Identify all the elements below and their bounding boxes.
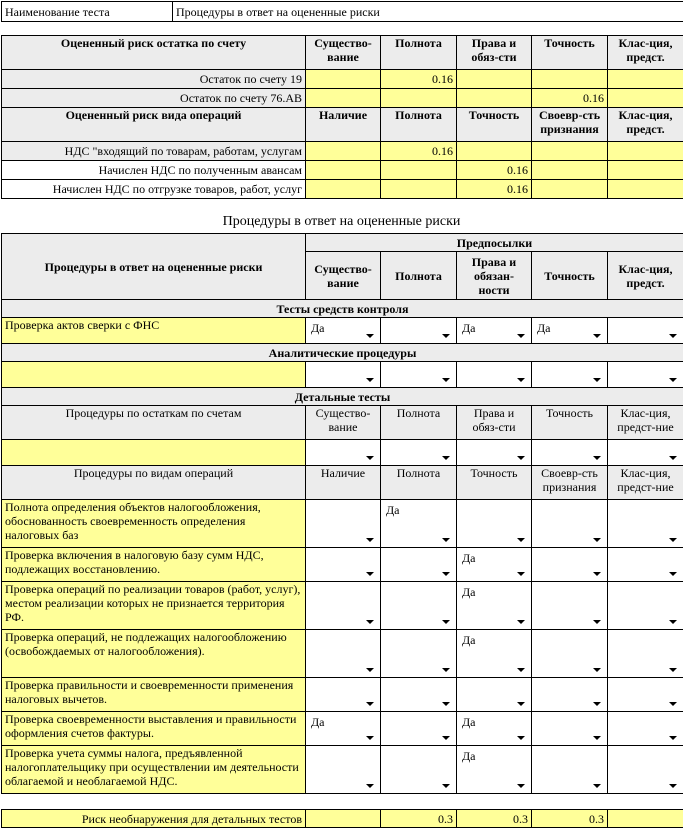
dropdown-cell[interactable] — [608, 318, 683, 344]
cell-value[interactable] — [608, 180, 683, 199]
dropdown-value: Да — [311, 715, 325, 729]
table-row — [2, 70, 683, 89]
dropdown-cell[interactable] — [306, 318, 381, 344]
ops-procedures-header: Процедуры по видам операций — [2, 466, 306, 500]
dropdown-cell[interactable] — [457, 678, 532, 712]
header-table — [1, 1, 683, 22]
row-label: Проверка включения в налоговую базу сумм НДС, подлежащих восстановлению. — [2, 548, 306, 582]
col-header: Наличие — [306, 466, 381, 500]
section-detailed-tests: Детальные тесты — [2, 388, 683, 406]
col-header: Полнота — [381, 406, 457, 440]
cell-value[interactable] — [381, 180, 457, 199]
chevron-down-icon[interactable] — [517, 784, 525, 788]
chevron-down-icon[interactable] — [517, 736, 525, 740]
row-label: НДС "входящий по товарам, работам, услугам — [2, 142, 306, 161]
col-header: Точность — [532, 406, 608, 440]
dropdown-cell[interactable] — [532, 500, 608, 548]
col-header: Клас-ция, предст-ние — [608, 466, 683, 500]
table-row — [2, 161, 683, 180]
cell-value[interactable]: 0.3 — [532, 810, 608, 828]
chevron-down-icon[interactable] — [517, 620, 525, 624]
table-row — [2, 142, 683, 161]
dropdown-cell[interactable] — [608, 746, 683, 794]
dropdown-cell[interactable] — [381, 582, 457, 630]
dropdown-cell[interactable] — [457, 318, 532, 344]
dropdown-cell[interactable] — [306, 678, 381, 712]
dropdown-cell[interactable] — [532, 746, 608, 794]
chevron-down-icon[interactable] — [366, 572, 374, 576]
dropdown-cell[interactable] — [608, 630, 683, 678]
dropdown-cell[interactable] — [306, 712, 381, 746]
row-label: Проверка операций по реализации товаров (работ, услуг), местом реализации которых не признается территория РФ. — [2, 582, 306, 630]
chevron-down-icon[interactable] — [593, 702, 601, 706]
cell-value[interactable] — [306, 142, 381, 161]
chevron-down-icon[interactable] — [442, 620, 450, 624]
chevron-down-icon[interactable] — [366, 736, 374, 740]
cell-value[interactable] — [381, 89, 457, 108]
dropdown-cell[interactable] — [381, 746, 457, 794]
col-header: Наличие — [306, 108, 381, 142]
dropdown-cell[interactable] — [608, 362, 683, 388]
cell-value[interactable]: 0.16 — [457, 180, 532, 199]
cell-value[interactable] — [532, 142, 608, 161]
chevron-down-icon[interactable] — [366, 668, 374, 672]
chevron-down-icon[interactable] — [442, 378, 450, 382]
col-header: Своевр-сть признания — [532, 108, 608, 142]
table-row — [2, 362, 683, 388]
chevron-down-icon[interactable] — [442, 456, 450, 460]
table-row — [2, 712, 683, 746]
chevron-down-icon[interactable] — [593, 334, 601, 338]
premises-header: Предпосылки — [306, 234, 683, 252]
chevron-down-icon[interactable] — [442, 572, 450, 576]
chevron-down-icon[interactable] — [593, 620, 601, 624]
col-header: Существо-вание — [306, 252, 381, 300]
chevron-down-icon[interactable] — [517, 456, 525, 460]
dropdown-cell[interactable] — [457, 440, 532, 466]
row-label: Проверка операций, не подлежащих налогообложению (освобождаемых от налогообложения). — [2, 630, 306, 678]
dropdown-cell[interactable] — [608, 678, 683, 712]
dropdown-cell[interactable] — [608, 712, 683, 746]
chevron-down-icon[interactable] — [442, 784, 450, 788]
cell-value[interactable] — [532, 180, 608, 199]
section-control-tests: Тесты средств контроля — [2, 300, 683, 318]
chevron-down-icon[interactable] — [517, 538, 525, 542]
dropdown-cell[interactable] — [306, 746, 381, 794]
cell-value[interactable]: 0.3 — [457, 810, 532, 828]
dropdown-cell[interactable] — [457, 500, 532, 548]
dropdown-value: Да — [462, 551, 476, 565]
chevron-down-icon[interactable] — [366, 334, 374, 338]
dropdown-cell[interactable] — [457, 582, 532, 630]
dropdown-cell[interactable] — [457, 362, 532, 388]
chevron-down-icon[interactable] — [593, 572, 601, 576]
col-header: Существо-вание — [306, 406, 381, 440]
cell-value[interactable] — [306, 810, 381, 828]
ops-risk-header: Оцененный риск вида операций — [2, 108, 306, 142]
table-row — [2, 440, 683, 466]
row-label[interactable] — [2, 440, 306, 466]
chevron-down-icon[interactable] — [366, 620, 374, 624]
dropdown-value: Да — [462, 749, 476, 763]
row-label: Начислен НДС по полученным авансам — [2, 161, 306, 180]
dropdown-value: Да — [462, 633, 476, 647]
row-label: Остаток по счету 76.АВ — [2, 89, 306, 108]
row-label: Полнота определения объектов налогообложения, обоснованность своевременность определения налоговых баз — [2, 500, 306, 548]
table-row — [2, 810, 683, 828]
cell-value[interactable] — [608, 89, 683, 108]
dropdown-cell[interactable] — [381, 318, 457, 344]
detection-risk-label: Риск необнаружения для детальных тестов — [2, 810, 306, 828]
dropdown-cell[interactable] — [457, 746, 532, 794]
cell-value[interactable] — [532, 70, 608, 89]
chevron-down-icon[interactable] — [366, 784, 374, 788]
dropdown-value: Да — [462, 585, 476, 599]
chevron-down-icon[interactable] — [669, 334, 677, 338]
chevron-down-icon[interactable] — [669, 668, 677, 672]
chevron-down-icon[interactable] — [593, 538, 601, 542]
table-row — [2, 630, 683, 678]
account-risk-header: Оцененный риск остатка по счету — [2, 36, 306, 70]
cell-value[interactable] — [306, 180, 381, 199]
chevron-down-icon[interactable] — [669, 784, 677, 788]
procedures-title: Процедуры в ответ на оцененные риски — [222, 214, 461, 229]
col-header: Полнота — [381, 252, 457, 300]
dropdown-cell[interactable] — [608, 548, 683, 582]
cell-value[interactable] — [457, 89, 532, 108]
dropdown-cell[interactable] — [532, 712, 608, 746]
table-row — [2, 89, 683, 108]
row-label: Начислен НДС по отгрузке товаров, работ, услуг — [2, 180, 306, 199]
dropdown-cell[interactable] — [532, 582, 608, 630]
cell-value[interactable] — [608, 142, 683, 161]
col-header: Права и обяз-сти — [457, 36, 532, 70]
dropdown-value: Да — [462, 715, 476, 729]
cell-value[interactable] — [457, 142, 532, 161]
cell-value[interactable] — [608, 70, 683, 89]
chevron-down-icon[interactable] — [366, 378, 374, 382]
col-header: Полнота — [381, 466, 457, 500]
cell-value[interactable] — [608, 161, 683, 180]
table-row — [2, 180, 683, 199]
chevron-down-icon[interactable] — [442, 702, 450, 706]
col-header: Полнота — [381, 36, 457, 70]
cell-value[interactable] — [381, 161, 457, 180]
section-analytical: Аналитические процедуры — [2, 344, 683, 362]
table-row — [2, 582, 683, 630]
dropdown-cell[interactable] — [381, 630, 457, 678]
chevron-down-icon[interactable] — [442, 668, 450, 672]
cell-value[interactable]: 0.16 — [457, 161, 532, 180]
chevron-down-icon[interactable] — [593, 378, 601, 382]
chevron-down-icon[interactable] — [366, 702, 374, 706]
col-header: Клас-ция, предст. — [608, 252, 683, 300]
dropdown-value: Да — [462, 321, 476, 335]
dropdown-cell[interactable] — [608, 440, 683, 466]
col-header: Клас-ция, предст. — [608, 108, 683, 142]
chevron-down-icon[interactable] — [669, 572, 677, 576]
cell-value[interactable]: 0.16 — [381, 142, 457, 161]
dropdown-cell[interactable] — [532, 318, 608, 344]
chevron-down-icon[interactable] — [517, 572, 525, 576]
chevron-down-icon[interactable] — [442, 334, 450, 338]
col-header: Точность — [457, 466, 532, 500]
dropdown-cell[interactable] — [532, 548, 608, 582]
dropdown-cell[interactable] — [306, 362, 381, 388]
col-header: Клас-ция, предст-ние — [608, 406, 683, 440]
test-name-value: Процедуры в ответ на оцененные риски — [173, 2, 683, 22]
cell-value[interactable]: 0.16 — [381, 70, 457, 89]
dropdown-cell[interactable] — [608, 500, 683, 548]
chevron-down-icon[interactable] — [669, 702, 677, 706]
cell-value[interactable] — [306, 161, 381, 180]
chevron-down-icon[interactable] — [669, 736, 677, 740]
table-row — [2, 678, 683, 712]
col-header: Своевр-сть признания — [532, 466, 608, 500]
row-label: Проверка правильности и своевременности применения налоговых вычетов. — [2, 678, 306, 712]
dropdown-value: Да — [386, 503, 400, 517]
chevron-down-icon[interactable] — [593, 456, 601, 460]
dropdown-cell[interactable] — [306, 440, 381, 466]
row-label: Проверка учета суммы налога, предъявленной налогоплательщику при осуществлении им деятельности облагаемой и необлагаемой НДС. — [2, 746, 306, 794]
row-label: Проверка актов сверки с ФНС — [2, 318, 306, 344]
chevron-down-icon[interactable] — [669, 538, 677, 542]
cell-value[interactable] — [306, 89, 381, 108]
table-row — [2, 500, 683, 548]
dropdown-cell[interactable] — [608, 582, 683, 630]
chevron-down-icon[interactable] — [669, 456, 677, 460]
chevron-down-icon[interactable] — [517, 378, 525, 382]
dropdown-cell[interactable] — [381, 678, 457, 712]
col-header: Точность — [532, 252, 608, 300]
cell-value[interactable] — [608, 810, 683, 828]
table-row — [2, 548, 683, 582]
balance-procedures-header: Процедуры по остаткам по счетам — [2, 406, 306, 440]
chevron-down-icon[interactable] — [442, 538, 450, 542]
chevron-down-icon[interactable] — [517, 334, 525, 338]
dropdown-value: Да — [311, 321, 325, 335]
dropdown-cell[interactable] — [306, 582, 381, 630]
chevron-down-icon[interactable] — [517, 702, 525, 706]
col-header: Полнота — [381, 108, 457, 142]
chevron-down-icon[interactable] — [593, 784, 601, 788]
chevron-down-icon[interactable] — [517, 668, 525, 672]
dropdown-cell[interactable] — [306, 630, 381, 678]
chevron-down-icon[interactable] — [442, 736, 450, 740]
table-row — [2, 318, 683, 344]
dropdown-cell[interactable] — [532, 630, 608, 678]
col-header: Существо-вание — [306, 36, 381, 70]
row-label: Остаток по счету 19 — [2, 70, 306, 89]
dropdown-cell[interactable] — [532, 678, 608, 712]
dropdown-cell[interactable] — [306, 548, 381, 582]
col-header: Права и обяз-сти — [457, 406, 532, 440]
dropdown-value: Да — [537, 321, 551, 335]
row-label[interactable] — [2, 362, 306, 388]
chevron-down-icon[interactable] — [669, 378, 677, 382]
detection-risk-table — [1, 809, 683, 828]
dropdown-cell[interactable] — [381, 500, 457, 548]
dropdown-cell[interactable] — [306, 500, 381, 548]
col-header: Точность — [457, 108, 532, 142]
chevron-down-icon[interactable] — [593, 736, 601, 740]
cell-value[interactable]: 0.3 — [381, 810, 457, 828]
dropdown-cell[interactable] — [381, 548, 457, 582]
cell-value[interactable] — [532, 161, 608, 180]
risk-table — [1, 35, 683, 199]
chevron-down-icon[interactable] — [366, 456, 374, 460]
dropdown-cell[interactable] — [381, 362, 457, 388]
dropdown-cell[interactable] — [381, 712, 457, 746]
dropdown-cell[interactable] — [457, 548, 532, 582]
cell-value[interactable] — [457, 70, 532, 89]
chevron-down-icon[interactable] — [593, 668, 601, 672]
col-header: Точность — [532, 36, 608, 70]
dropdown-cell[interactable] — [457, 630, 532, 678]
dropdown-cell[interactable] — [532, 362, 608, 388]
procedures-header: Процедуры в ответ на оцененные риски — [2, 234, 306, 300]
chevron-down-icon[interactable] — [669, 620, 677, 624]
dropdown-cell[interactable] — [532, 440, 608, 466]
chevron-down-icon[interactable] — [366, 538, 374, 542]
col-header: Клас-ция, предст. — [608, 36, 683, 70]
cell-value[interactable]: 0.16 — [532, 89, 608, 108]
col-header: Права и обязан-ности — [457, 252, 532, 300]
cell-value[interactable] — [306, 70, 381, 89]
dropdown-cell[interactable] — [457, 712, 532, 746]
row-label: Проверка своевременности выставления и правильности оформления счетов фактуры. — [2, 712, 306, 746]
dropdown-cell[interactable] — [381, 440, 457, 466]
table-row — [2, 746, 683, 794]
procedures-table — [1, 233, 683, 794]
test-name-label: Наименование теста — [2, 2, 173, 22]
